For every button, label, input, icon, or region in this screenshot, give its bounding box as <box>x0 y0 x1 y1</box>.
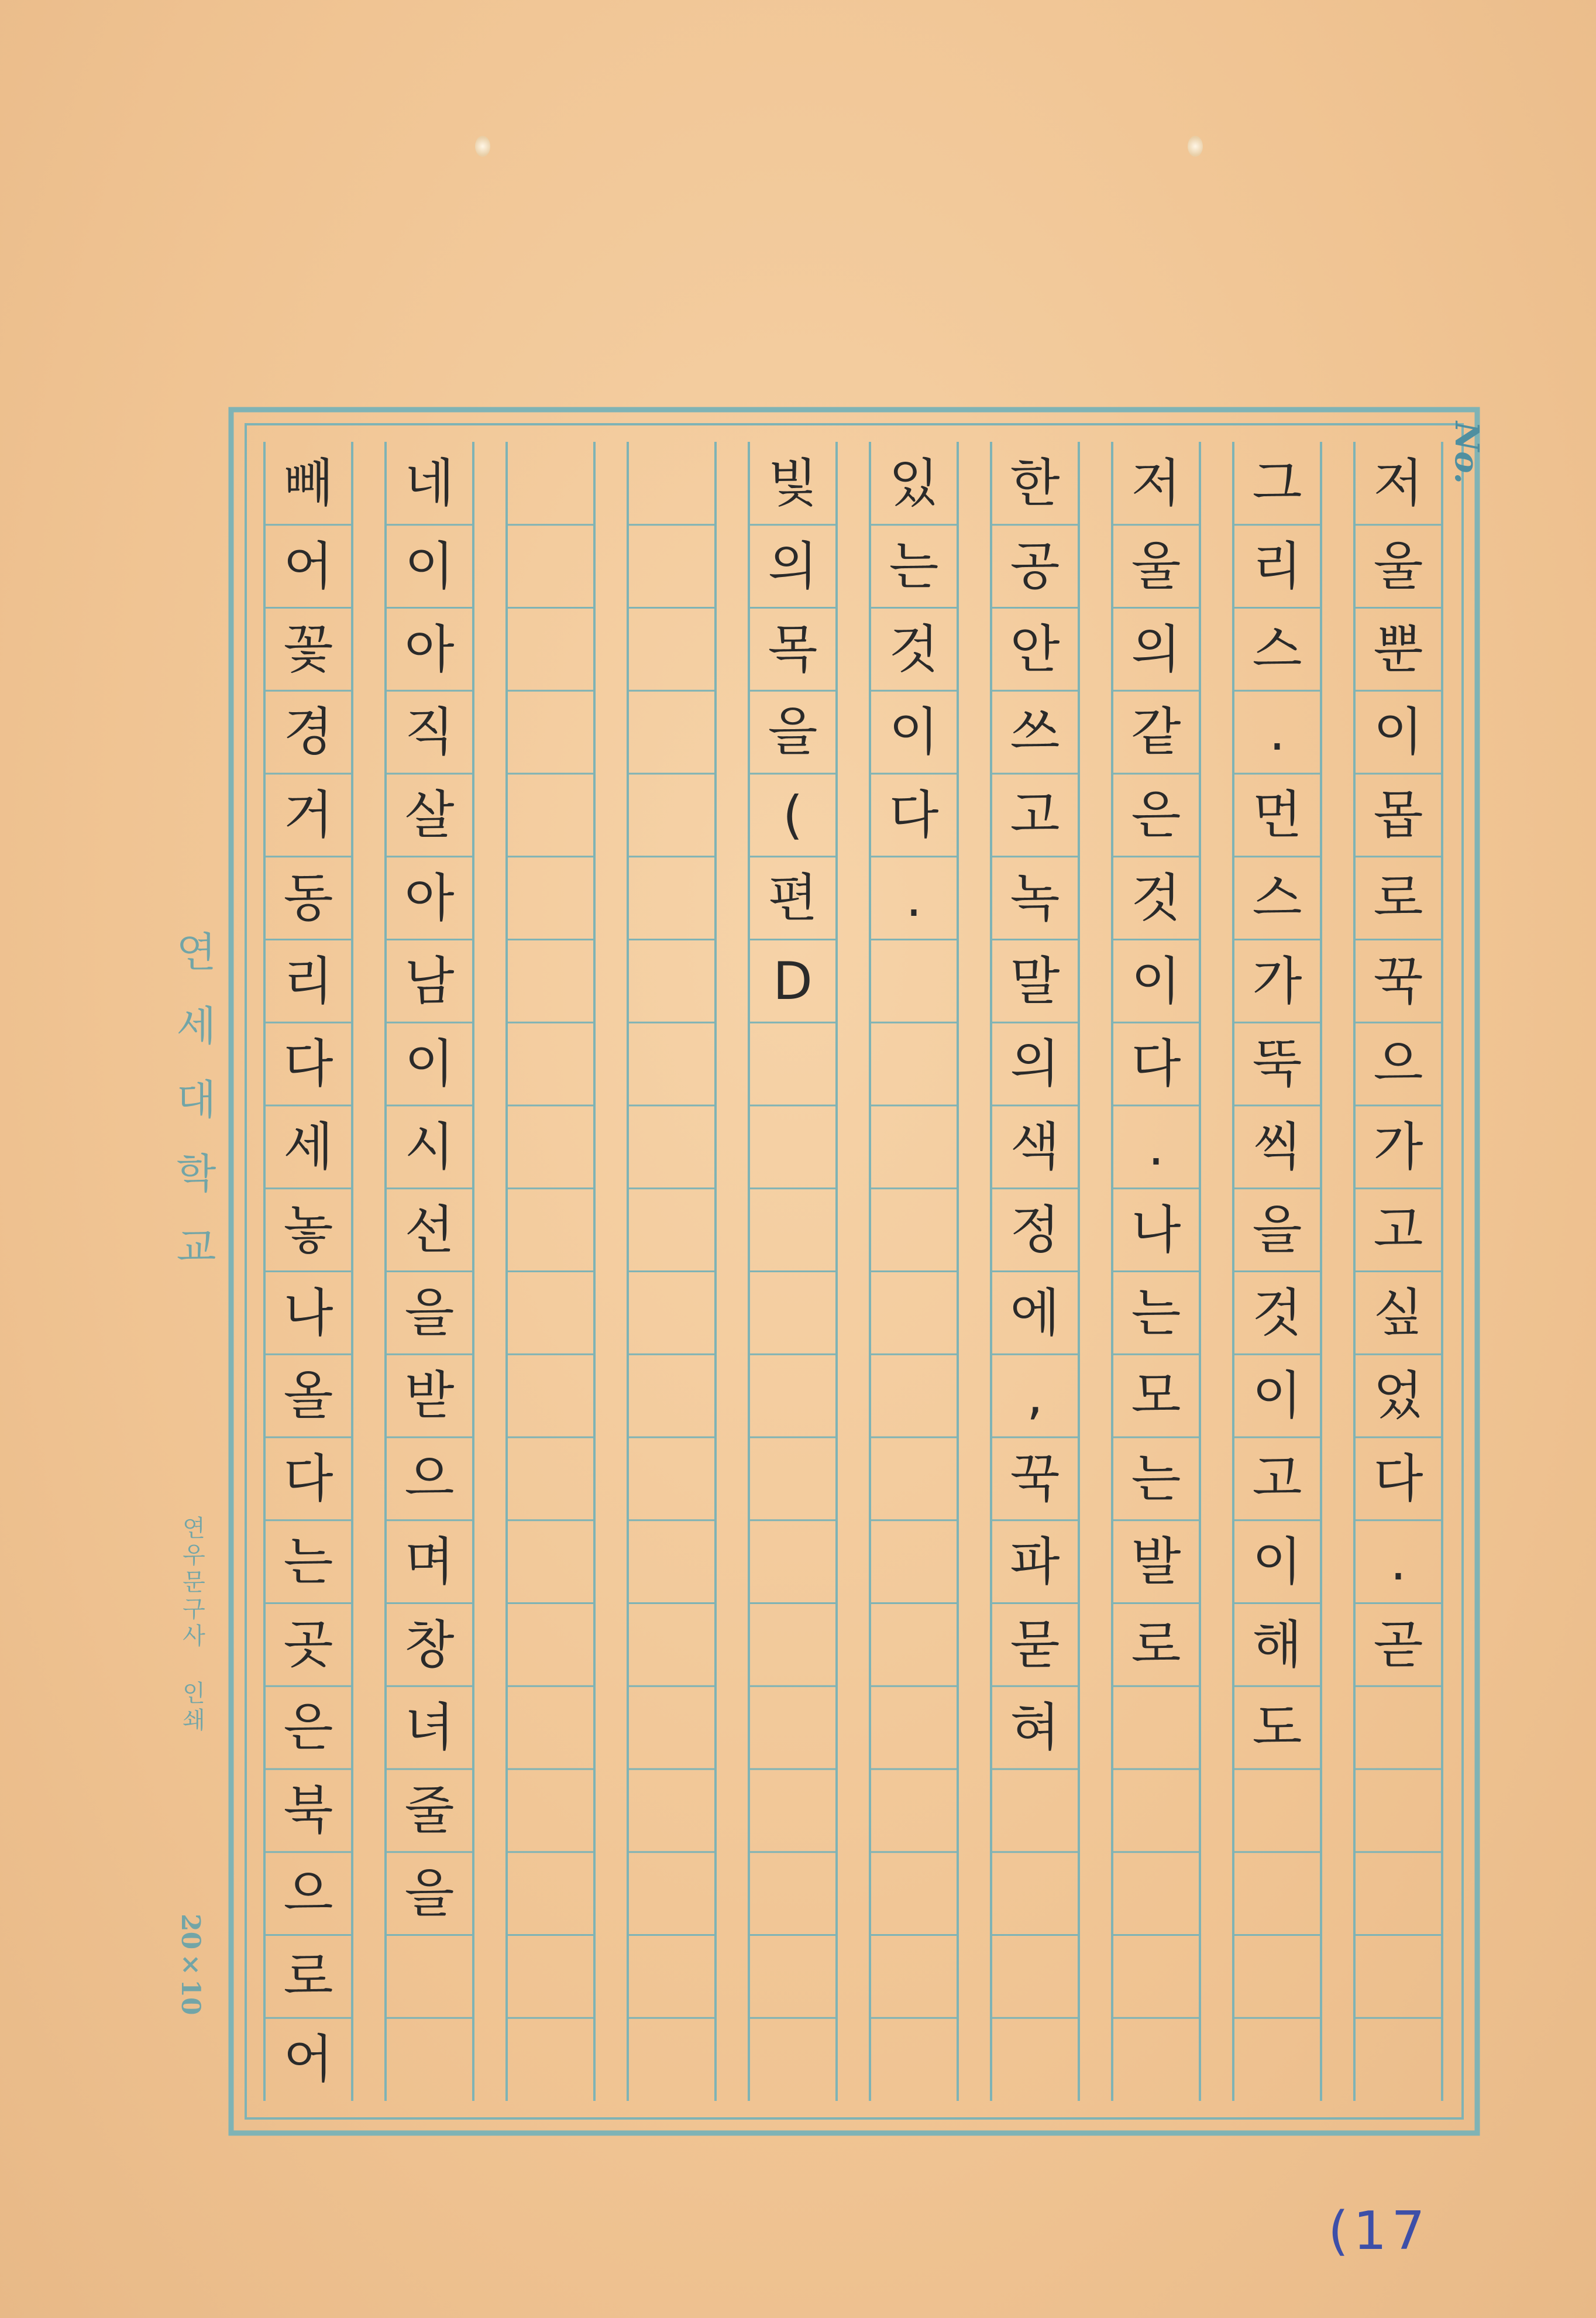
manuscript-character: 파 <box>1010 1531 1060 1592</box>
manuscript-character: 나 <box>1131 1199 1181 1260</box>
manuscript-character: 고 <box>1373 1199 1423 1260</box>
manuscript-character: 이 <box>1131 950 1181 1011</box>
manuscript-character: 뿐 <box>1373 619 1423 679</box>
manuscript-character: 거 <box>283 785 333 845</box>
manuscript-character: 녹 <box>1010 867 1060 928</box>
manuscript-character: . <box>1390 1531 1406 1592</box>
manuscript-column <box>264 442 352 2101</box>
manuscript-character: 는 <box>1131 1448 1181 1509</box>
manuscript-character: 동 <box>283 867 333 928</box>
manuscript-character: 의 <box>1010 1033 1060 1094</box>
manuscript-character: 씩 <box>1252 1117 1302 1177</box>
manuscript-character: 몹 <box>1373 785 1423 845</box>
manuscript-character: 모 <box>1131 1365 1181 1426</box>
manuscript-character: 리 <box>283 950 333 1011</box>
manuscript-character: 어 <box>283 535 333 596</box>
manuscript-character: 는 <box>889 535 939 596</box>
manuscript-character: 꽃 <box>283 619 333 679</box>
manuscript-character: 살 <box>404 785 455 845</box>
manuscript-character: 저 <box>1373 453 1423 513</box>
school-name: 연세대학교 <box>169 930 217 1299</box>
manuscript-character: 쓰 <box>1010 702 1060 763</box>
manuscript-character: 같 <box>1131 702 1181 763</box>
manuscript-character: 그 <box>1252 453 1302 513</box>
manuscript-character: 도 <box>1252 1697 1302 1758</box>
manuscript-column <box>1112 442 1200 2101</box>
manuscript-character: 이 <box>1252 1365 1302 1426</box>
manuscript-character: 발 <box>1131 1531 1181 1592</box>
manuscript-character: 안 <box>1010 619 1060 679</box>
manuscript-character: 세 <box>283 1117 333 1177</box>
manuscript-character: 스 <box>1252 867 1302 928</box>
manuscript-character: 다 <box>889 785 939 845</box>
manuscript-column <box>749 442 837 2101</box>
manuscript-column <box>1233 442 1321 2101</box>
manuscript-character: 을 <box>768 702 818 763</box>
manuscript-character: 었 <box>1373 1365 1423 1426</box>
manuscript-character: 한 <box>1010 453 1060 513</box>
manuscript-character: 빛 <box>768 453 818 513</box>
manuscript-character: 스 <box>1252 619 1302 679</box>
manuscript-character: , <box>1027 1365 1043 1426</box>
manuscript-character: 다 <box>1373 1448 1423 1509</box>
manuscript-character: 리 <box>1252 535 1302 596</box>
manuscript-character: 선 <box>404 1199 455 1260</box>
manuscript-character: 줄 <box>404 1780 455 1840</box>
manuscript-character: 으 <box>1373 1033 1423 1094</box>
manuscript-character: . <box>1269 702 1285 763</box>
manuscript-character: 창 <box>404 1614 455 1675</box>
manuscript-character: 아 <box>404 619 455 679</box>
manuscript-character: 녀 <box>404 1697 455 1758</box>
manuscript-character: 묻 <box>1010 1614 1060 1675</box>
manuscript-character: 공 <box>1010 535 1060 596</box>
manuscript-character: 색 <box>1010 1117 1060 1177</box>
manuscript-character: 은 <box>1131 785 1181 845</box>
manuscript-character: ( <box>782 785 803 845</box>
manuscript-character: 을 <box>1252 1199 1302 1260</box>
manuscript-column <box>507 442 594 2101</box>
manuscript-character: 로 <box>283 1946 333 2007</box>
no-label: No. <box>1447 421 1486 485</box>
manuscript-character: 의 <box>768 535 818 596</box>
manuscript-character: 울 <box>1373 535 1423 596</box>
manuscript-character: D <box>773 950 813 1011</box>
manuscript-character: 아 <box>404 867 455 928</box>
manuscript-character: 것 <box>1252 1282 1302 1343</box>
manuscript-character: 놓 <box>283 1199 333 1260</box>
manuscript-character: 고 <box>1010 785 1060 845</box>
manuscript-character: 받 <box>404 1365 455 1426</box>
manuscript-character: 이 <box>889 702 939 763</box>
manuscript-column <box>1354 442 1442 2101</box>
manuscript-character: 북 <box>283 1780 333 1840</box>
manuscript-character: 시 <box>404 1117 455 1177</box>
manuscript-character: 로 <box>1373 867 1423 928</box>
page-number: (17 <box>1328 2200 1430 2262</box>
manuscript-character: 남 <box>404 950 455 1011</box>
manuscript-character: 편 <box>768 867 818 928</box>
manuscript-character: 직 <box>404 702 455 763</box>
manuscript-character: 것 <box>1131 867 1181 928</box>
manuscript-character: 다 <box>283 1033 333 1094</box>
manuscript-character: 으 <box>404 1448 455 1509</box>
manuscript-column <box>870 442 958 2101</box>
manuscript-character: 목 <box>768 619 818 679</box>
manuscript-character: 은 <box>283 1697 333 1758</box>
manuscript-character: 이 <box>1373 702 1423 763</box>
manuscript-character: 울 <box>1131 535 1181 596</box>
manuscript-character: 경 <box>283 702 333 763</box>
grid-size-label: 20×10 <box>176 1914 205 2015</box>
manuscript-character: 꾹 <box>1010 1448 1060 1509</box>
manuscript-character: 다 <box>1131 1033 1181 1094</box>
manuscript-character: 어 <box>283 2029 333 2090</box>
manuscript-character: 가 <box>1373 1117 1423 1177</box>
manuscript-character: . <box>906 867 922 928</box>
manuscript-character: . <box>1148 1117 1164 1177</box>
manuscript-character: 네 <box>404 453 455 513</box>
manuscript-character: 에 <box>1010 1282 1060 1343</box>
manuscript-column <box>991 442 1079 2101</box>
manuscript-character: 는 <box>1131 1282 1181 1343</box>
manuscript-column <box>386 442 473 2101</box>
manuscript-character: 것 <box>889 619 939 679</box>
manuscript-character: 올 <box>283 1365 333 1426</box>
manuscript-character: 싶 <box>1373 1282 1423 1343</box>
manuscript-character: 이 <box>1252 1531 1302 1592</box>
manuscript-character: 꾹 <box>1373 950 1423 1011</box>
manuscript-character: 을 <box>404 1282 455 1343</box>
printer-credit: 연우문구사 인쇄 <box>178 1516 205 1735</box>
manuscript-character: 의 <box>1131 619 1181 679</box>
manuscript-character: 있 <box>889 453 939 513</box>
manuscript-character: 혀 <box>1010 1697 1060 1758</box>
manuscript-character: 곧 <box>1373 1614 1423 1675</box>
manuscript-character: 가 <box>1252 950 1302 1011</box>
manuscript-character: 곳 <box>283 1614 333 1675</box>
manuscript-character: 이 <box>404 1033 455 1094</box>
manuscript-character: 이 <box>404 535 455 596</box>
manuscript-character: 저 <box>1131 453 1181 513</box>
manuscript-character: 로 <box>1131 1614 1181 1675</box>
manuscript-character: 먼 <box>1252 785 1302 845</box>
manuscript-character: 빼 <box>283 453 333 513</box>
manuscript-character: 뚝 <box>1252 1033 1302 1094</box>
manuscript-column <box>628 442 716 2101</box>
manuscript-character: 고 <box>1252 1448 1302 1509</box>
manuscript-character: 말 <box>1010 950 1060 1011</box>
manuscript-character: 나 <box>283 1282 333 1343</box>
manuscript-character: 며 <box>404 1531 455 1592</box>
manuscript-character: 다 <box>283 1448 333 1509</box>
manuscript-character: 을 <box>404 1863 455 1924</box>
manuscript-character: 으 <box>283 1863 333 1924</box>
manuscript-character: 해 <box>1252 1614 1302 1675</box>
manuscript-character: 정 <box>1010 1199 1060 1260</box>
manuscript-character: 는 <box>283 1531 333 1592</box>
